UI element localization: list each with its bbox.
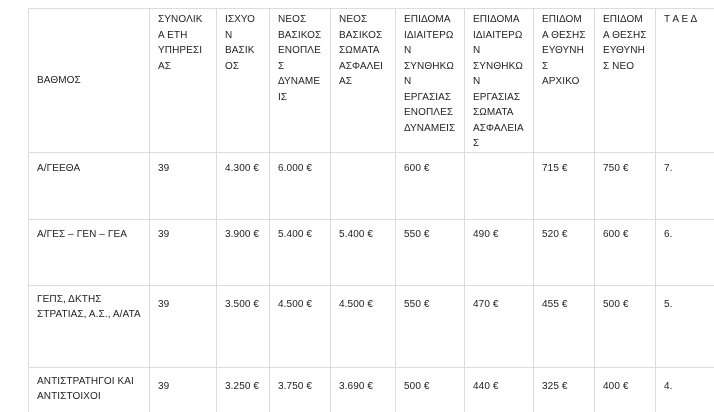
cell-responsibility-initial <box>534 367 595 412</box>
table-row <box>29 152 714 219</box>
header-cell-grade: ΒΑΘΜΟΣ <box>29 9 150 153</box>
cell-new-basic-armed-forces: 5.400 € <box>270 219 331 285</box>
table-header-row <box>29 9 714 153</box>
cell-responsibility-new: 750 € <box>595 152 656 219</box>
cell-new-basic-security <box>331 367 396 412</box>
cell-current-basic-value: 3.500 € <box>225 298 260 310</box>
cell-extra: 6. <box>656 219 714 285</box>
cell-new-basic-armed-forces-value: 4.500 € <box>278 298 313 310</box>
cell-responsibility-new <box>595 367 656 412</box>
cell-grade: Α/ΓΕΣ – ΓΕΝ – ΓΕΑ <box>29 219 150 285</box>
cell-responsibility-initial: 715 € <box>534 152 595 219</box>
salary-table <box>28 8 714 412</box>
cell-years: 39 <box>150 219 217 285</box>
cell-new-basic-security-value: 4.500 € <box>339 298 374 310</box>
cell-current-basic: 4.300 € <box>217 152 270 219</box>
cell-allowance-armed-forces-value: 550 € <box>404 298 430 310</box>
header-cell-responsibility-new: ΕΠΙΔΟΜΑ ΘΕΣΗΣ ΕΥΘΥΝΗΣ ΝΕΟ <box>595 9 656 153</box>
cell-grade: ΑΝΤΙΣΤΡΑΤΗΓΟΙ ΚΑΙ ΑΝΤΙΣΤΟΙΧΟΙ <box>29 367 150 412</box>
cell-new-basic-armed-forces <box>270 285 331 367</box>
header-cell-responsibility-initial: ΕΠΙΔΟΜΑ ΘΕΣΗΣ ΕΥΘΥΝΗΣ ΑΡΧΙΚΟ <box>534 9 595 153</box>
cell-grade: Α/ΓΕΕΘΑ <box>29 152 150 219</box>
cell-new-basic-armed-forces <box>270 367 331 412</box>
cell-responsibility-initial <box>534 285 595 367</box>
cell-allowance-security-value: 440 € <box>473 380 499 392</box>
cell-allowance-security-value: 470 € <box>473 298 499 310</box>
cell-new-basic-security <box>331 152 396 219</box>
cell-allowance-security <box>465 152 534 219</box>
cell-current-basic-value: 3.250 € <box>225 380 260 392</box>
cell-extra <box>656 285 714 367</box>
cell-allowance-armed-forces <box>396 285 465 367</box>
cell-allowance-security <box>465 285 534 367</box>
cell-responsibility-initial: 520 € <box>534 219 595 285</box>
cell-allowance-security: 490 € <box>465 219 534 285</box>
cell-years-value: 39 <box>158 380 170 392</box>
cell-new-basic-security-value: 3.690 € <box>339 380 374 392</box>
header-cell-allowance-armed-forces: ΕΠΙΔΟΜΑ ΙΔΙΑΙΤΕΡΩΝ ΣΥΝΘΗΚΩΝ ΕΡΓΑΣΙΑΣ ΕΝΟΠΛΕΣ ΔΥΝΑΜΕΙΣ <box>396 9 465 153</box>
cell-allowance-armed-forces <box>396 367 465 412</box>
cell-extra <box>656 367 714 412</box>
cell-responsibility-new-value: 400 € <box>603 380 629 392</box>
cell-new-basic-security <box>331 285 396 367</box>
cell-years <box>150 285 217 367</box>
cell-current-basic <box>217 367 270 412</box>
header-cell-allowance-security: ΕΠΙΔΟΜΑ ΙΔΙΑΙΤΕΡΩΝ ΣΥΝΘΗΚΩΝ ΕΡΓΑΣΙΑΣ ΣΩΜΑΤΑ ΑΣΦΑΛΕΙΑΣ <box>465 9 534 153</box>
cell-grade: ΓΕΠΣ, ΔΚΤΗΣ ΣΤΡΑΤΙΑΣ, Α.Σ., Α/ΑΤΑ <box>29 285 150 367</box>
cell-years-value: 39 <box>158 298 170 310</box>
cell-years: 39 <box>150 152 217 219</box>
header-cell-years: ΣΥΝΟΛΙΚΑ ΕΤΗ ΥΠΗΡΕΣΙΑΣ <box>150 9 217 153</box>
cell-extra: 7. <box>656 152 714 219</box>
table-row <box>29 367 714 412</box>
header-cell-new-basic-security: ΝΕΟΣ ΒΑΣΙΚΟΣ ΣΩΜΑΤΑ ΑΣΦΑΛΕΙΑΣ <box>331 9 396 153</box>
header-cell-new-basic-armed-forces: ΝΕΟΣ ΒΑΣΙΚΟΣ ΕΝΟΠΛΕΣ ΔΥΝΑΜΕΙΣ <box>270 9 331 153</box>
cell-current-basic <box>217 285 270 367</box>
cell-allowance-armed-forces: 550 € <box>396 219 465 285</box>
header-cell-extra: Τ Α Ε Δ <box>656 9 714 153</box>
cell-years <box>150 367 217 412</box>
table-row <box>29 285 714 367</box>
cell-responsibility-new-value: 500 € <box>603 298 629 310</box>
cell-allowance-armed-forces-value: 500 € <box>404 380 430 392</box>
cell-responsibility-initial-value: 325 € <box>542 380 568 392</box>
cell-new-basic-armed-forces-value: 3.750 € <box>278 380 313 392</box>
header-cell-current-basic: ΙΣΧΥΟΝ ΒΑΣΙΚΟΣ <box>217 9 270 153</box>
cell-responsibility-new <box>595 285 656 367</box>
cell-responsibility-initial-value: 455 € <box>542 298 568 310</box>
cell-extra-value: 5. <box>664 298 673 310</box>
cell-responsibility-new: 600 € <box>595 219 656 285</box>
cell-new-basic-armed-forces: 6.000 € <box>270 152 331 219</box>
cell-current-basic: 3.900 € <box>217 219 270 285</box>
cell-extra-value: 4. <box>664 380 673 392</box>
cell-allowance-security <box>465 367 534 412</box>
cell-allowance-armed-forces: 600 € <box>396 152 465 219</box>
cell-new-basic-security: 5.400 € <box>331 219 396 285</box>
table-row <box>29 219 714 285</box>
